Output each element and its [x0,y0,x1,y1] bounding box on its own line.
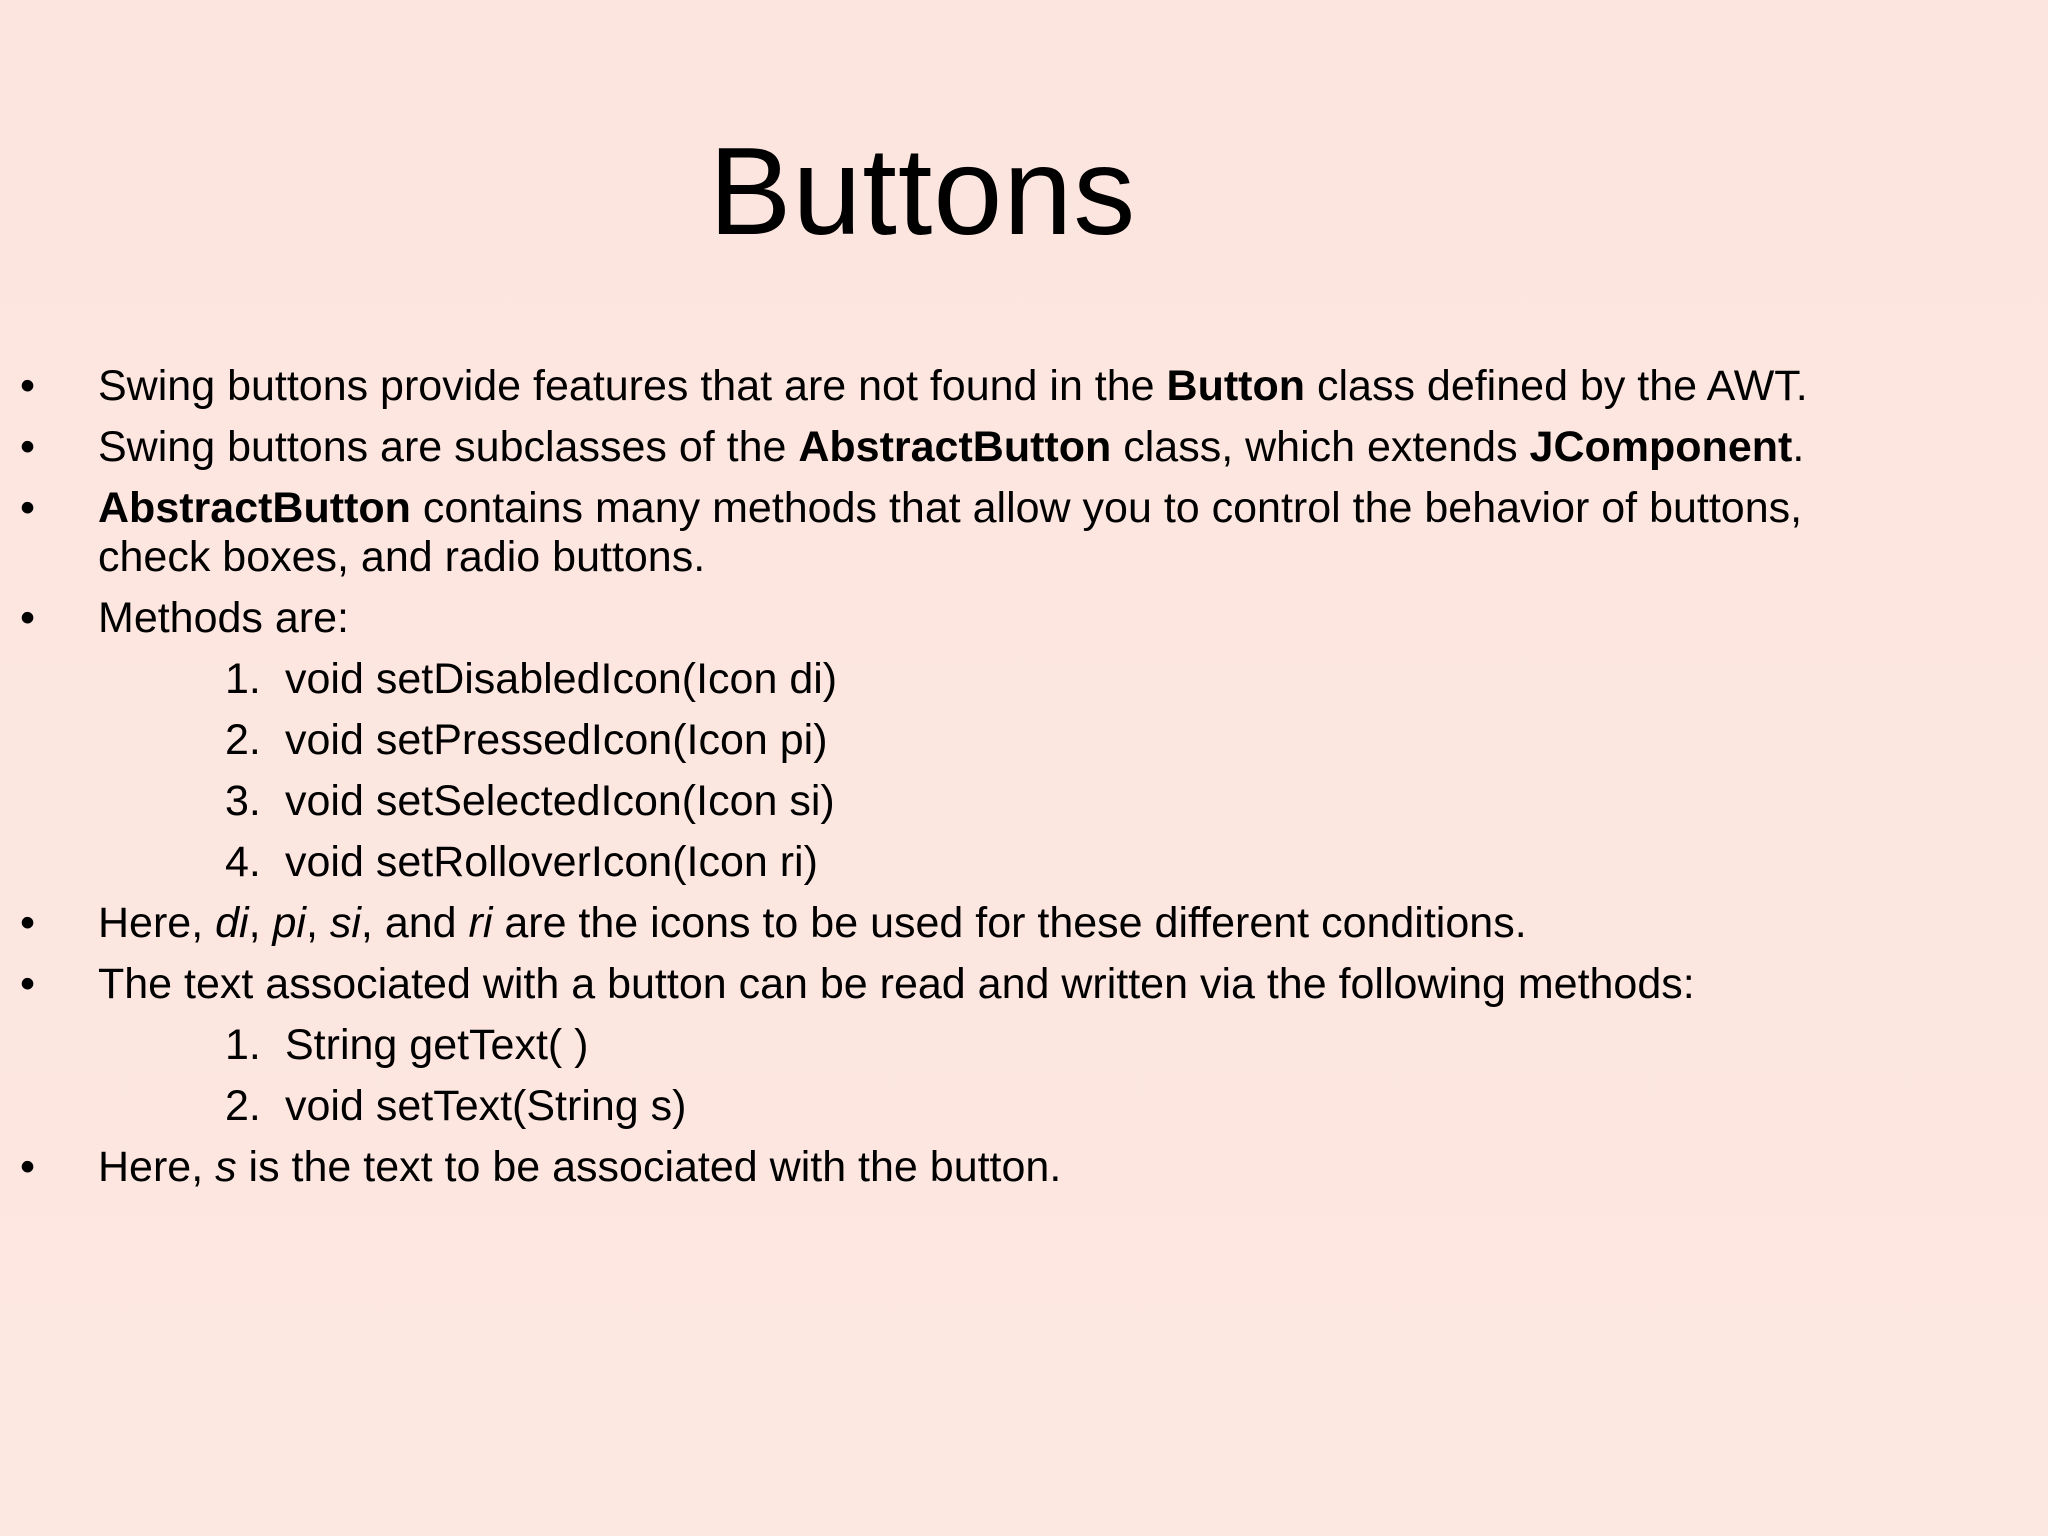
italic-term: pi [272,899,306,947]
bold-term: JComponent [1529,423,1793,471]
slide-title: Buttons [708,123,1137,261]
bullet-dot: • [20,899,36,947]
bullet-item [0,1143,1818,1192]
item-number: 3. [225,777,261,825]
bullet-text: Here, [98,1143,216,1191]
bold-term: Button [1166,362,1306,410]
bullet-text: contains many methods that allow you to control the behavior of buttons, check boxes, and radio buttons. [98,484,1803,581]
bullet-text: . [1792,423,1805,471]
method-text: void setSelectedIcon(Icon si) [285,777,835,825]
item-number: 1. [225,655,261,703]
bullet-text: , and [360,899,469,947]
method-item [0,716,2048,765]
bullet-text: , [305,899,330,947]
methods-list [0,655,2048,887]
item-number: 2. [225,1082,261,1130]
bullet-text: Swing buttons provide features that are not found in the [98,362,1167,410]
bullet-text: Here, [98,899,216,947]
bullet-item [0,362,1818,411]
item-number: 4. [225,838,261,886]
italic-term: ri [468,899,493,947]
bullet-dot: • [20,960,36,1008]
method-text: void setPressedIcon(Icon pi) [285,716,828,764]
method-text: void setRolloverIcon(Icon ri) [285,838,818,886]
bullet-text: class defined by the AWT. [1305,362,1808,410]
bullet-item [0,484,1818,582]
italic-term: s [215,1143,237,1191]
bullet-dot: • [20,423,36,471]
bullet-text: is the text to be associated with the button. [236,1143,1062,1191]
bullet-item [0,594,1818,643]
method-item [0,1021,2048,1070]
bullet-item [0,960,1818,1009]
method-text: void setText(String s) [285,1082,687,1130]
bullet-dot: • [20,594,36,642]
method-item [0,1082,2048,1131]
bold-term: AbstractButton [798,423,1112,471]
bullet-item [0,423,1818,472]
bullet-text: are the icons to be used for these different conditions. [492,899,1527,947]
bullet-dot: • [20,1143,36,1191]
bullet-item [0,899,1818,948]
method-item [0,838,2048,887]
method-item [0,655,2048,704]
bullet-dot: • [20,484,36,532]
bold-term: AbstractButton [98,484,411,532]
item-number: 1. [225,1021,261,1069]
text-methods-list [0,1021,2048,1131]
bullet-text: Swing buttons are subclasses of the [98,423,799,471]
method-item [0,777,2048,826]
italic-term: di [215,899,249,947]
item-number: 2. [225,716,261,764]
method-text: String getText( ) [285,1021,589,1069]
bullet-dot: • [20,362,36,410]
italic-term: si [329,899,361,947]
bullet-text: class, which extends [1111,423,1530,471]
slide-content [0,362,2048,1204]
bullet-text: , [248,899,273,947]
bullet-text: Methods are: [98,594,349,642]
bullet-text: The text associated with a button can be read and written via the following methods: [98,960,1695,1008]
method-text: void setDisabledIcon(Icon di) [285,655,838,703]
